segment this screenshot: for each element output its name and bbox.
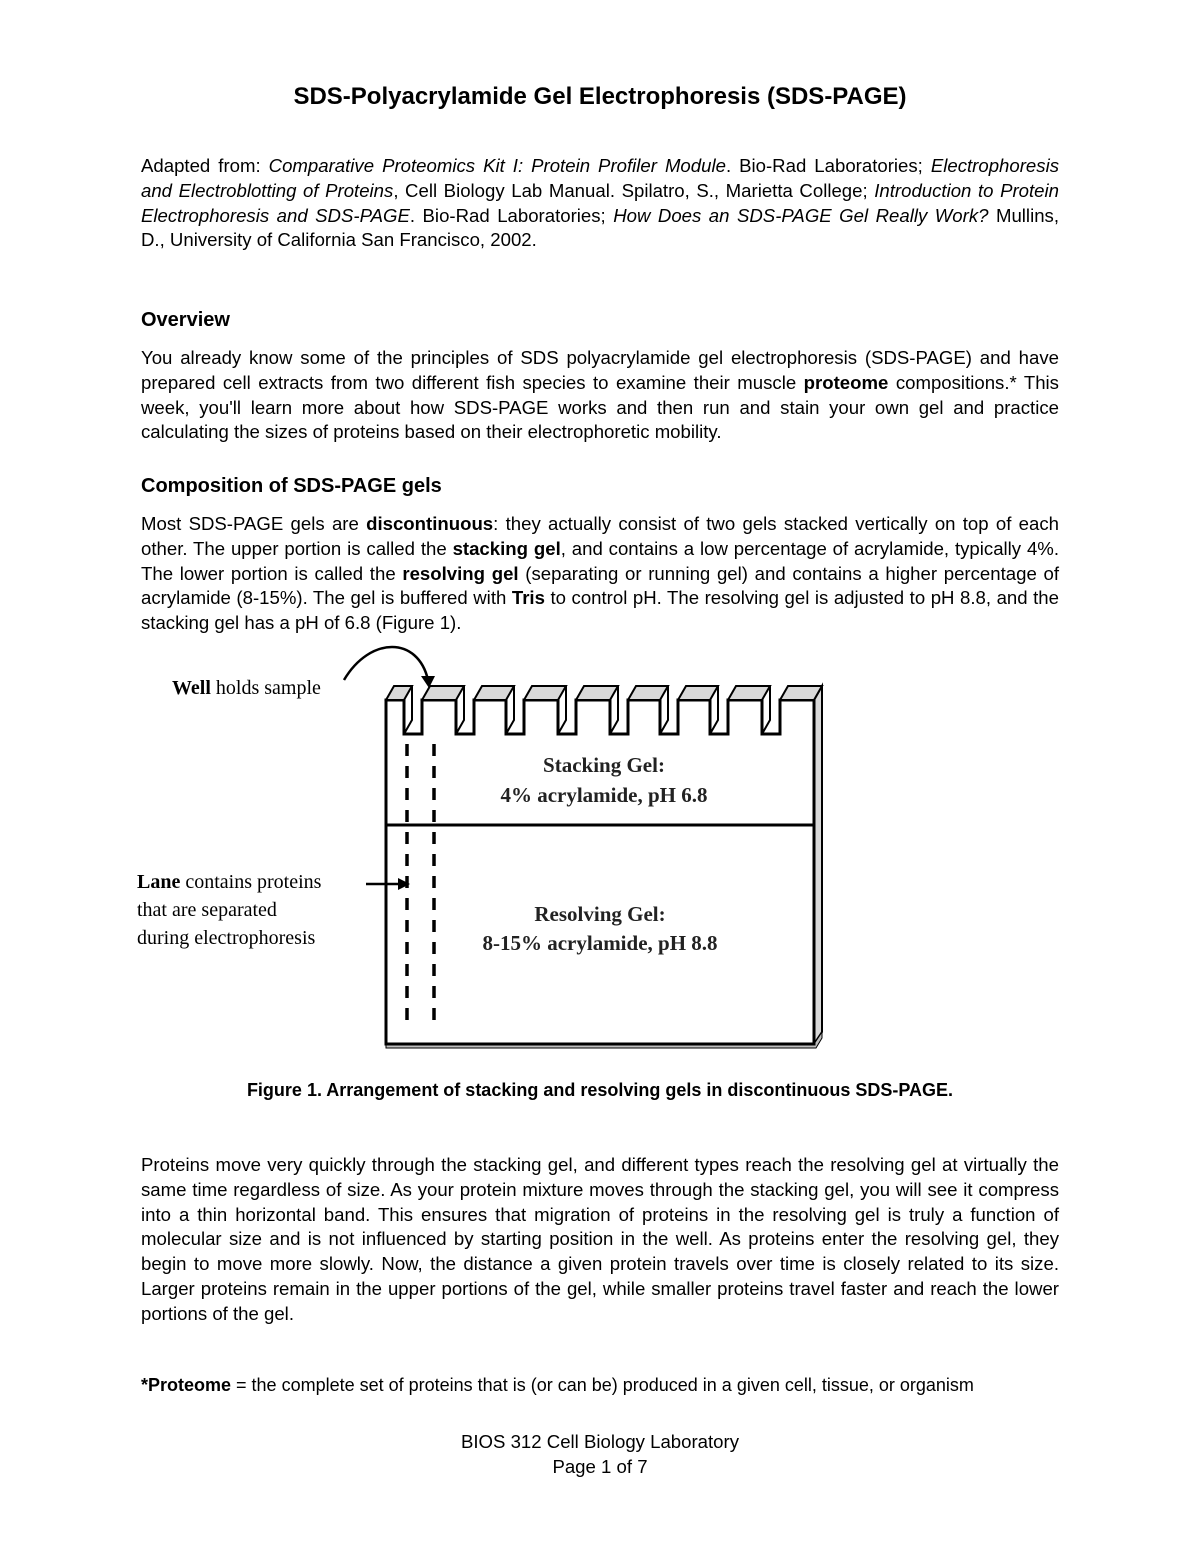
footer-page-number: Page 1 of 7 <box>552 1456 648 1477</box>
lane-label-line-2: that are separated <box>137 899 277 921</box>
overview-bold-term: proteome <box>803 371 889 393</box>
term-stacking-gel: stacking gel <box>452 537 561 559</box>
composition-text-3: , and contains a low percentage of acrylamide, typically 4%. The lower portion is called the <box>141 537 1060 584</box>
lane-label-line-3: during electrophoresis <box>137 927 316 949</box>
gel-diagram <box>330 640 840 1060</box>
composition-heading: Composition of SDS-PAGE gels <box>141 475 442 497</box>
footer-course: BIOS 312 Cell Biology Laboratory <box>460 1431 740 1452</box>
overview-paragraph <box>141 346 1059 445</box>
composition-paragraph <box>141 512 1059 636</box>
term-resolving-gel: resolving gel <box>402 562 519 584</box>
source-1-rest: . Bio-Rad Laboratories; <box>725 155 931 176</box>
adapted-from-paragraph <box>141 154 1059 253</box>
well-label <box>172 674 321 702</box>
composition-text-2: : they actually consist of two gels stacked vertically on top of each other. The upper portion is called the <box>141 513 1059 559</box>
lane-label <box>137 868 321 952</box>
lane-label-bold: Lane <box>137 871 181 893</box>
gel-comb-outline <box>386 700 814 1044</box>
gel-comb-teeth-tops <box>386 686 822 700</box>
source-4-rest: Mullins, D., University of California San Francisco, 2002. <box>141 204 1059 251</box>
overview-text-a: You already know some of the principles of SDS polyacrylamide gel electrophoresis (SDS-PAGE) and have prepared cell extracts from two different fish species to examine their muscle <box>141 347 1059 393</box>
term-tris: Tris <box>511 587 545 609</box>
footnote-definition: = the complete set of proteins that is (or can be) produced in a given cell, tissue, or organism <box>231 1375 974 1395</box>
figure-caption: Figure 1. Arrangement of stacking and resolving gels in discontinuous SDS-PAGE. <box>246 1080 954 1100</box>
lane-label-rest: contains proteins <box>180 871 322 893</box>
adapted-prefix: Adapted from: <box>141 155 269 176</box>
source-2-title: Electrophoresis and Electroblotting of Proteins <box>141 155 1059 201</box>
well-label-rest: holds sample <box>210 677 321 699</box>
stacking-gel-detail: 4% acrylamide, pH 6.8 <box>500 783 708 807</box>
composition-text-4: (separating or running gel) and contains a higher percentage of acrylamide (8-15%). The gel is buffered with <box>141 562 1059 609</box>
resolving-gel-label: Resolving Gel: <box>534 902 666 926</box>
footnote-term: *Proteome <box>141 1375 232 1395</box>
overview-text-b: compositions.* This week, you'll learn more about how SDS-PAGE works and then run and stain your own gel and practice calculating the sizes of proteins based on their electrophoretic mobility. <box>141 371 1059 443</box>
well-label-bold: Well <box>172 677 211 699</box>
resolving-gel-detail: 8-15% acrylamide, pH 8.8 <box>482 931 718 955</box>
source-3-title: Introduction to Protein Electrophoresis and SDS-PAGE <box>141 179 1059 226</box>
stacking-gel-label: Stacking Gel: <box>543 753 665 777</box>
source-2-rest: , Cell Biology Lab Manual. Spilatro, S., Marietta College; <box>393 179 875 201</box>
page-title: SDS-Polyacrylamide Gel Electrophoresis (SDS-PAGE) <box>293 83 907 110</box>
term-discontinuous: discontinuous <box>366 513 494 534</box>
proteome-footnote <box>141 1373 1059 1398</box>
source-4-title: How Does an SDS-PAGE Gel Really Work? <box>613 204 989 226</box>
overview-heading: Overview <box>141 309 230 331</box>
well-pointer-arrow <box>344 647 428 680</box>
composition-text-5: to control pH. The resolving gel is adjusted to pH 8.8, and the stacking gel has a pH of 6.8 (Figure 1). <box>141 587 1059 634</box>
proteins-paragraph: Proteins move very quickly through the stacking gel, and different types reach the resolving gel at virtually the same time regardless of size. As your protein mixture moves through the stacking gel, you will see it compress into a thin horizontal band. This ensures that migration of proteins in the resolving gel is truly a function of molecular size and is not influenced by starting position in the well. As proteins enter the resolving gel, they begin to move more slowly. Now, the distance a given protein travels over time is closely related to its size. Larger proteins remain in the upper portions of the gel, while smaller proteins travel faster and reach the lower portions of the gel. <box>141 1154 1059 1324</box>
source-3-rest: . Bio-Rad Laboratories; <box>409 204 614 226</box>
composition-text-1: Most SDS-PAGE gels are <box>141 513 367 534</box>
source-1-title: Comparative Proteomics Kit I: Protein Profiler Module <box>268 155 726 176</box>
